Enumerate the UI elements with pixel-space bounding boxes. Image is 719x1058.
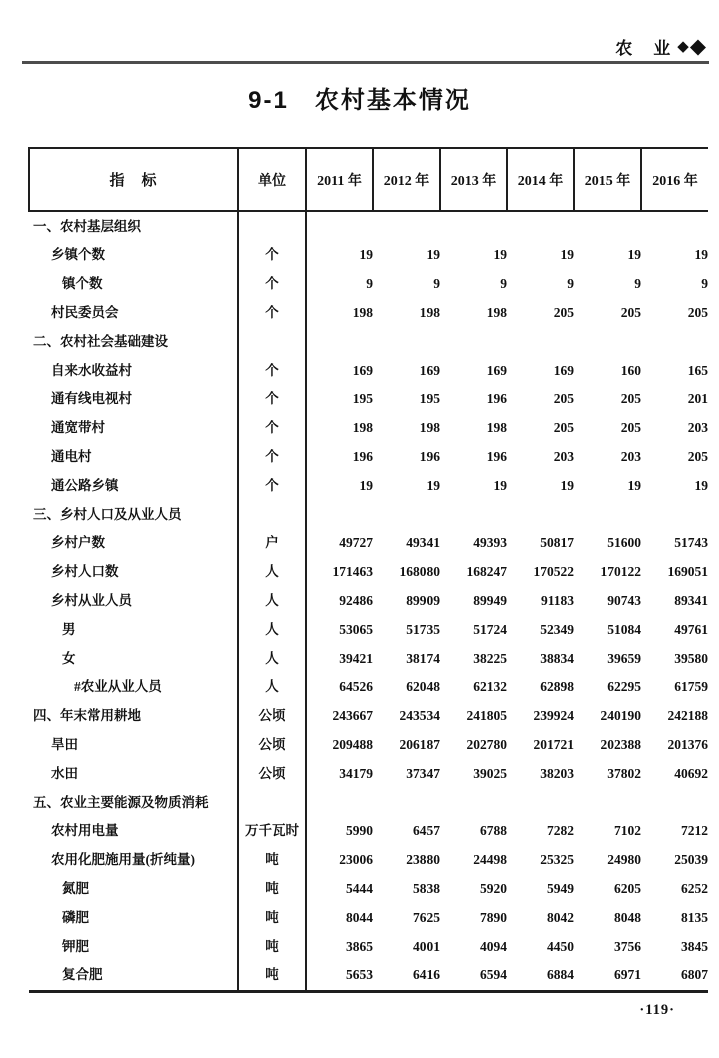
row-value: 9 <box>500 276 507 292</box>
row-value: 19 <box>627 477 641 493</box>
row-value <box>373 211 440 241</box>
row-value: 242188 <box>667 708 708 724</box>
row-value: 7212 <box>681 823 708 839</box>
table-row <box>29 759 708 788</box>
row-value: 6205 <box>614 880 641 896</box>
row-unit: 个 <box>238 414 306 443</box>
row-value: 196 <box>486 391 507 407</box>
row-unit: 万千瓦时 <box>238 817 306 846</box>
row-value: 9 <box>701 276 708 292</box>
row-value: 19 <box>560 247 574 263</box>
row-value <box>373 500 440 529</box>
row-value: 38174 <box>406 650 440 666</box>
row-value: 3845 <box>681 938 708 954</box>
row-value <box>440 211 507 241</box>
table-header <box>29 148 708 211</box>
row-label: 氮肥 <box>29 874 238 903</box>
row-value: 205 <box>687 449 708 465</box>
row-value: 6807 <box>681 967 708 983</box>
row-value: 201721 <box>533 736 574 752</box>
row-value: 5949 <box>547 880 574 896</box>
row-value: 51084 <box>607 621 641 637</box>
row-value: 241805 <box>466 708 507 724</box>
row-label: 三、乡村人口及从业人员 <box>29 500 238 529</box>
row-value: 4450 <box>547 938 574 954</box>
row-value: 6416 <box>413 967 440 983</box>
row-unit: 人 <box>238 558 306 587</box>
row-unit: 个 <box>238 270 306 299</box>
row-value: 205 <box>620 420 641 436</box>
table-row <box>29 730 708 759</box>
page-header <box>615 34 706 59</box>
row-value: 5653 <box>346 967 373 983</box>
row-value: 52349 <box>540 621 574 637</box>
row-value: 205 <box>687 305 708 321</box>
diamond-icon: ◆ <box>689 35 706 58</box>
row-value: 19 <box>694 477 708 493</box>
row-value: 205 <box>553 420 574 436</box>
row-value: 62295 <box>607 679 641 695</box>
row-value: 4001 <box>413 938 440 954</box>
row-value: 19 <box>359 477 373 493</box>
row-value <box>306 500 373 529</box>
row-unit: 吨 <box>238 874 306 903</box>
row-value <box>507 327 574 356</box>
row-value: 8135 <box>681 909 708 925</box>
row-value: 19 <box>560 477 574 493</box>
row-label: 一、农村基层组织 <box>29 211 238 241</box>
row-value: 243667 <box>332 708 373 724</box>
row-label: 通有线电视村 <box>29 385 238 414</box>
row-label: 农用化肥施用量(折纯量) <box>29 846 238 875</box>
row-value: 203 <box>553 449 574 465</box>
row-unit: 个 <box>238 241 306 270</box>
row-value: 62132 <box>473 679 507 695</box>
row-value: 198 <box>352 420 373 436</box>
row-value: 37347 <box>406 765 440 781</box>
row-value <box>507 788 574 817</box>
row-unit <box>238 500 306 529</box>
row-unit: 户 <box>238 529 306 558</box>
row-value: 50817 <box>540 535 574 551</box>
row-value: 3865 <box>346 938 373 954</box>
row-label: 水田 <box>29 759 238 788</box>
row-unit <box>238 788 306 817</box>
row-value: 203 <box>620 449 641 465</box>
row-value: 53065 <box>339 621 373 637</box>
row-value: 205 <box>620 305 641 321</box>
row-value: 38225 <box>473 650 507 666</box>
row-value: 51735 <box>406 621 440 637</box>
diamond-icon: ◆ <box>677 38 689 55</box>
row-value: 7890 <box>480 909 507 925</box>
row-value <box>507 500 574 529</box>
table-row <box>29 500 708 529</box>
table-row <box>29 788 708 817</box>
row-value: 61759 <box>674 679 708 695</box>
row-label: 复合肥 <box>29 961 238 991</box>
row-value: 4094 <box>480 938 507 954</box>
row-value: 169 <box>486 362 507 378</box>
row-value: 38203 <box>540 765 574 781</box>
row-value: 23880 <box>406 852 440 868</box>
row-value: 170122 <box>600 564 641 580</box>
row-value: 8048 <box>614 909 641 925</box>
row-label: 自来水收益村 <box>29 356 238 385</box>
row-value: 9 <box>366 276 373 292</box>
row-label: 村民委员会 <box>29 298 238 327</box>
row-value: 198 <box>486 420 507 436</box>
row-unit: 人 <box>238 586 306 615</box>
row-unit: 公顷 <box>238 702 306 731</box>
row-label: 四、年末常用耕地 <box>29 702 238 731</box>
row-value: 49341 <box>406 535 440 551</box>
row-value: 7282 <box>547 823 574 839</box>
row-label: 通公路乡镇 <box>29 471 238 500</box>
stats-table <box>28 147 708 993</box>
row-value: 25039 <box>674 852 708 868</box>
row-unit: 吨 <box>238 932 306 961</box>
row-value: 51600 <box>607 535 641 551</box>
row-value: 239924 <box>533 708 574 724</box>
row-unit: 吨 <box>238 903 306 932</box>
row-value: 205 <box>553 391 574 407</box>
row-value: 38834 <box>540 650 574 666</box>
header-rule <box>22 61 709 64</box>
column-header-year-2012: 2012 年 <box>373 148 440 211</box>
row-unit: 人 <box>238 615 306 644</box>
row-value <box>574 211 641 241</box>
row-value: 19 <box>694 247 708 263</box>
row-value: 49761 <box>674 621 708 637</box>
row-value: 169 <box>419 362 440 378</box>
row-value: 40692 <box>674 765 708 781</box>
row-label: #农业从业人员 <box>29 673 238 702</box>
page-title: 9-1 农村基本情况 <box>248 87 471 114</box>
row-value: 198 <box>486 305 507 321</box>
table-row <box>29 874 708 903</box>
row-value: 19 <box>359 247 373 263</box>
row-value: 9 <box>634 276 641 292</box>
row-value <box>574 788 641 817</box>
row-label: 镇个数 <box>29 270 238 299</box>
table-row <box>29 558 708 587</box>
row-label: 乡镇个数 <box>29 241 238 270</box>
row-value: 202388 <box>600 736 641 752</box>
row-value: 5990 <box>346 823 373 839</box>
row-value: 19 <box>627 247 641 263</box>
row-value <box>641 211 708 241</box>
row-value <box>507 211 574 241</box>
row-value: 19 <box>493 247 507 263</box>
table-row <box>29 356 708 385</box>
row-value: 37802 <box>607 765 641 781</box>
row-label: 钾肥 <box>29 932 238 961</box>
column-header-unit: 单位 <box>238 148 306 211</box>
table-row <box>29 644 708 673</box>
row-value: 9 <box>433 276 440 292</box>
table-row <box>29 903 708 932</box>
row-value: 89341 <box>674 593 708 608</box>
table-header-row <box>29 148 708 211</box>
row-unit: 吨 <box>238 846 306 875</box>
row-unit: 公顷 <box>238 730 306 759</box>
table-row <box>29 298 708 327</box>
row-unit <box>238 327 306 356</box>
row-value: 25325 <box>540 852 574 868</box>
table-row <box>29 385 708 414</box>
row-value: 201376 <box>667 736 708 752</box>
row-value: 91183 <box>540 593 574 608</box>
row-value: 198 <box>419 420 440 436</box>
row-label: 乡村人口数 <box>29 558 238 587</box>
row-value: 5920 <box>480 880 507 896</box>
table-row <box>29 471 708 500</box>
row-value: 92486 <box>339 593 373 608</box>
table-row <box>29 702 708 731</box>
row-value: 39580 <box>674 650 708 666</box>
row-value: 202780 <box>466 736 507 752</box>
row-unit: 人 <box>238 644 306 673</box>
row-value: 49727 <box>339 535 373 551</box>
table-row <box>29 241 708 270</box>
row-value: 6594 <box>480 967 507 983</box>
row-value: 49393 <box>473 535 507 551</box>
row-value <box>641 788 708 817</box>
row-value: 89909 <box>406 593 440 608</box>
row-value <box>306 788 373 817</box>
row-value: 90743 <box>607 593 641 608</box>
row-value <box>641 500 708 529</box>
row-value: 8042 <box>547 909 574 925</box>
row-value: 62048 <box>406 679 440 695</box>
row-value <box>641 327 708 356</box>
row-unit: 人 <box>238 673 306 702</box>
row-value: 34179 <box>339 765 373 781</box>
row-value: 5444 <box>346 880 373 896</box>
row-value: 64526 <box>339 679 373 695</box>
row-value: 39659 <box>607 650 641 666</box>
column-header-year-2014: 2014 年 <box>507 148 574 211</box>
row-value: 170522 <box>533 564 574 580</box>
row-value: 195 <box>352 391 373 407</box>
row-value: 51743 <box>674 535 708 551</box>
row-value: 169 <box>553 362 574 378</box>
row-value: 169051 <box>667 564 708 580</box>
row-value: 19 <box>493 477 507 493</box>
row-value: 195 <box>419 391 440 407</box>
section-label: 农 业 <box>615 39 673 58</box>
row-unit: 公顷 <box>238 759 306 788</box>
row-value: 6788 <box>480 823 507 839</box>
row-value <box>373 788 440 817</box>
row-value <box>440 788 507 817</box>
column-header-year-2013: 2013 年 <box>440 148 507 211</box>
row-value <box>306 327 373 356</box>
row-label: 五、农业主要能源及物质消耗 <box>29 788 238 817</box>
row-value: 168247 <box>466 564 507 580</box>
row-label: 二、农村社会基础建设 <box>29 327 238 356</box>
column-header-indicator: 指 标 <box>29 148 238 211</box>
row-value: 6971 <box>614 967 641 983</box>
row-value: 39025 <box>473 765 507 781</box>
row-value <box>440 500 507 529</box>
row-value: 9 <box>567 276 574 292</box>
table-row <box>29 270 708 299</box>
row-value: 160 <box>620 362 641 378</box>
row-value: 171463 <box>332 564 373 580</box>
table-row <box>29 211 708 241</box>
row-value: 240190 <box>600 708 641 724</box>
column-header-year-2011: 2011 年 <box>306 148 373 211</box>
table-row <box>29 961 708 991</box>
table-row <box>29 673 708 702</box>
row-value: 6884 <box>547 967 574 983</box>
row-value: 62898 <box>540 679 574 695</box>
row-label: 通宽带村 <box>29 414 238 443</box>
table-row <box>29 442 708 471</box>
row-unit: 吨 <box>238 961 306 991</box>
row-value: 201 <box>687 391 708 407</box>
row-unit: 个 <box>238 442 306 471</box>
row-value: 168080 <box>399 564 440 580</box>
column-header-year-2015: 2015 年 <box>574 148 641 211</box>
row-label: 男 <box>29 615 238 644</box>
table-row <box>29 932 708 961</box>
row-value: 165 <box>687 362 708 378</box>
row-value: 196 <box>486 449 507 465</box>
row-value <box>306 211 373 241</box>
row-value: 19 <box>426 477 440 493</box>
row-label: 通电村 <box>29 442 238 471</box>
row-value: 7102 <box>614 823 641 839</box>
row-value: 169 <box>352 362 373 378</box>
row-value: 51724 <box>473 621 507 637</box>
row-value: 89949 <box>473 593 507 608</box>
row-value: 7625 <box>413 909 440 925</box>
row-value: 8044 <box>346 909 373 925</box>
row-value <box>373 327 440 356</box>
row-value <box>574 327 641 356</box>
row-unit: 个 <box>238 298 306 327</box>
table-row <box>29 615 708 644</box>
table-row <box>29 327 708 356</box>
row-value: 24980 <box>607 852 641 868</box>
table-body <box>29 211 708 991</box>
row-label: 乡村户数 <box>29 529 238 558</box>
row-value: 6457 <box>413 823 440 839</box>
row-value: 243534 <box>399 708 440 724</box>
row-value: 198 <box>352 305 373 321</box>
table-row <box>29 529 708 558</box>
table-row <box>29 817 708 846</box>
row-value: 3756 <box>614 938 641 954</box>
table-row <box>29 414 708 443</box>
row-label: 农村用电量 <box>29 817 238 846</box>
table-row <box>29 586 708 615</box>
row-value: 196 <box>352 449 373 465</box>
row-value: 209488 <box>332 736 373 752</box>
row-label: 乡村从业人员 <box>29 586 238 615</box>
row-value: 19 <box>426 247 440 263</box>
row-unit: 个 <box>238 385 306 414</box>
row-value: 198 <box>419 305 440 321</box>
row-unit: 个 <box>238 471 306 500</box>
row-label: 磷肥 <box>29 903 238 932</box>
row-label: 女 <box>29 644 238 673</box>
row-value: 23006 <box>339 852 373 868</box>
row-value <box>440 327 507 356</box>
column-header-year-2016: 2016 年 <box>641 148 708 211</box>
row-value: 196 <box>419 449 440 465</box>
row-value: 39421 <box>339 650 373 666</box>
row-value <box>574 500 641 529</box>
row-label: 旱田 <box>29 730 238 759</box>
row-unit: 个 <box>238 356 306 385</box>
row-value: 5838 <box>413 880 440 896</box>
table-row <box>29 846 708 875</box>
row-value: 24498 <box>473 852 507 868</box>
row-value: 205 <box>620 391 641 407</box>
row-value: 206187 <box>399 736 440 752</box>
row-value: 205 <box>553 305 574 321</box>
row-unit <box>238 211 306 241</box>
page-number: ·119· <box>639 1002 675 1018</box>
row-value: 203 <box>687 420 708 436</box>
row-value: 6252 <box>681 880 708 896</box>
